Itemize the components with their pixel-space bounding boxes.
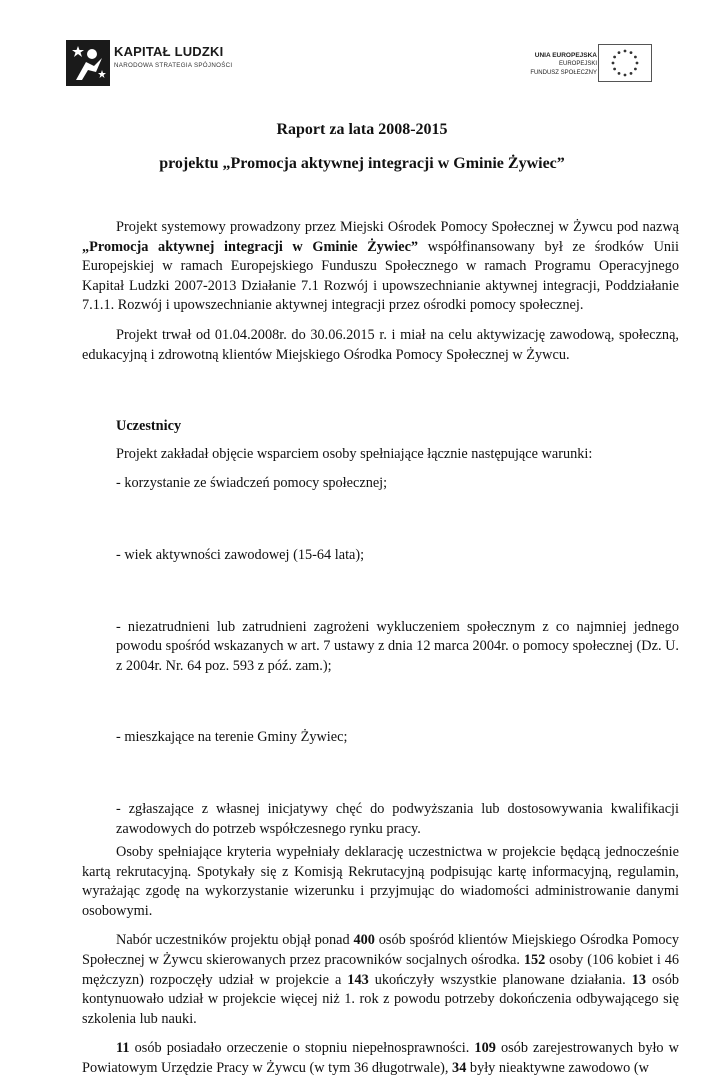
kapital-ludzki-subtitle: NARODOWA STRATEGIA SPÓJNOŚCI — [114, 62, 233, 69]
paragraph-participant-profile — [82, 1039, 679, 1078]
p1-project-name: „Promocja aktywnej integracji w Gminie Żywiec” — [82, 238, 419, 255]
p5-number-109: 109 — [474, 1040, 496, 1057]
p4-text-5: osób kontynuowało udział w projekcie więcej niż 1. rok z powodu potrzeby dokończenia odbywającego się szkolenia lub nauki. — [82, 971, 679, 1027]
p4-text-2: osób spośród klientów Miejskiego Ośrodka Pomocy Społecznej w Żywcu skierowanych przez pracowników socjalnych ośrodka. — [82, 932, 679, 969]
p1-text-c: współfinansowany był ze środków Unii Europejskiej w ramach Europejskiego Funduszu Społecznego w ramach Programu Operacyjnego Kapitał Ludzki 2007-2013 Działanie 7.1 Rozwój i upowszechnianie aktywnej integracji, Poddziałanie 7.1.1. Rozwój i upowszechnianie aktywnej integracji przez ośrodki pomocy społecznej. — [82, 238, 679, 314]
eu-logo-text — [530, 51, 597, 78]
p4-text-1: Nabór uczestników projektu objął ponad — [116, 932, 354, 949]
p4-number-152: 152 — [523, 952, 546, 969]
kapital-ludzki-logo — [66, 40, 266, 86]
kapital-ludzki-emblem-icon — [66, 40, 110, 86]
conditions-intro: Projekt zakładał objęcie wsparciem osoby spełniające łącznie następujące warunki: — [116, 445, 593, 462]
p5-text-1: osób posiadało orzeczenie o stopniu niepełnosprawności. — [129, 1040, 475, 1057]
project-title: projektu „Promocja aktywnej integracji w Gminie Żywiec” — [159, 155, 565, 172]
report-title: Raport za lata 2008-2015 — [276, 121, 448, 138]
p4-text-3: osoby (106 kobiet i 46 mężczyzn) rozpoczęły udział w projekcie a — [82, 952, 680, 988]
eu-line-3: FUNDUSZ SPOŁECZNY — [530, 70, 597, 76]
paragraph-project-description — [82, 218, 679, 316]
condition-item: - mieszkające na terenie Gminy Żywiec; — [116, 729, 348, 746]
p5-text-2: osób zarejestrowanych było w Powiatowym Urzędzie Pracy w Żywcu (w tym 36 długotrwale), — [82, 1040, 679, 1077]
condition-item: - korzystanie ze świadczeń pomocy społecznej; — [116, 475, 388, 492]
paragraph-recruitment: Osoby spełniające kryteria wypełniały deklarację uczestnictwa w projekcie będącą jednocześnie kartą rekrutacyjną. Spotykały się z Komisją Rekrutacyjną podpisując kartę informacyjną, regulamin, wyrażając zgodę na wykorzystanie wizerunku i przyjmując do wiadomości administrowanie danymi osobowymi. — [82, 844, 679, 919]
p4-number-143: 143 — [347, 971, 369, 988]
eu-flag-icon — [598, 44, 652, 82]
eu-line-1: UNIA EUROPEJSKA — [534, 52, 597, 59]
eu-logo — [530, 44, 655, 84]
condition-item: - niezatrudnieni lub zatrudnieni zagrożeni wykluczeniem społecznym z co najmniej jednego powodu spośród wskazanych w art. 7 ustawy z dnia 12 marca 2004r. o pomocy społecznej (Dz. U. z 2004r. Nr. 64 poz. 593 z póź. zam.); — [116, 618, 679, 674]
p4-text-4: ukończyły wszystkie planowane działania. — [368, 971, 632, 988]
page-header — [0, 0, 724, 100]
paragraph-participants-stats — [82, 931, 679, 1029]
p5-number-11: 11 — [116, 1040, 130, 1057]
eu-line-2: EUROPEJSKI — [558, 61, 597, 67]
section-heading-uczestnicy: Uczestnicy — [116, 418, 182, 435]
p4-number-400: 400 — [353, 932, 375, 949]
condition-item: - zgłaszające z własnej inicjatywy chęć do podwyższania lub dostosowywania kwalifikacji zawodowych do potrzeb współczesnego rynku pracy. — [116, 800, 679, 837]
kapital-ludzki-title: KAPITAŁ LUDZKI — [114, 44, 224, 59]
paragraph-project-duration: Projekt trwał od 01.04.2008r. do 30.06.2015 r. i miał na celu aktywizację zawodową, społeczną, edukacyjną i zdrowotną klientów Miejskiego Ośrodka Pomocy Społecznej w Żywcu. — [82, 326, 679, 363]
p5-number-34: 34 — [452, 1060, 467, 1077]
document-body — [82, 218, 679, 1079]
p5-text-3: były nieaktywne zawodowo (w — [466, 1060, 649, 1077]
condition-item: - wiek aktywności zawodowej (15-64 lata); — [116, 546, 365, 563]
p4-number-13: 13 — [631, 971, 646, 988]
p1-text-a: Projekt systemowy prowadzony przez Miejski Ośrodek Pomocy Społecznej w Żywcu pod nazwą — [116, 219, 679, 235]
